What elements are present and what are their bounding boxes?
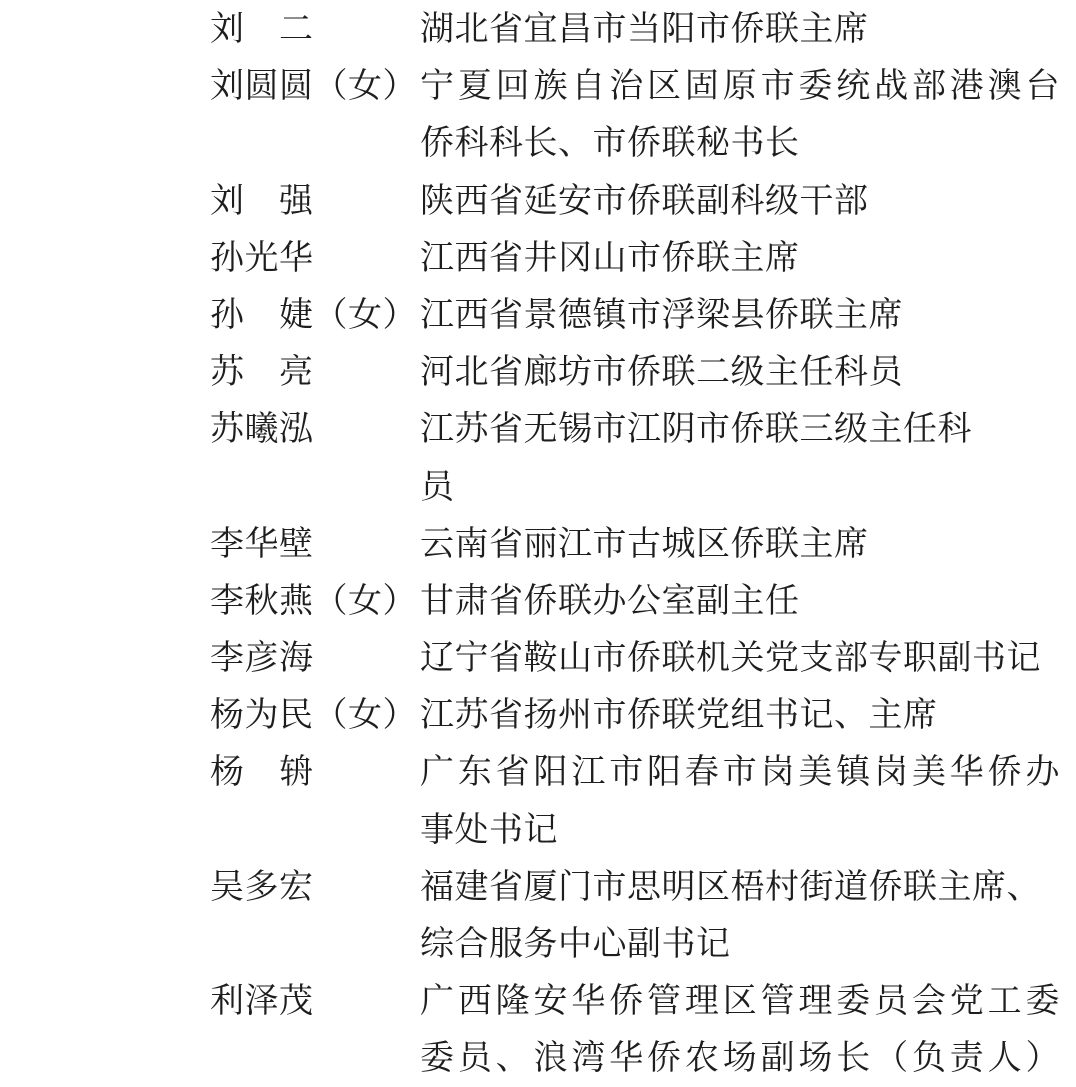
list-item [210,573,1060,630]
person-name: 苏 亮 [210,354,314,392]
person-title-line: 江苏省无锡市江阴市侨联三级主任科 [420,411,972,449]
person-title-line: 河北省廊坊市侨联二级主任科员 [420,354,903,392]
person-title-cell [420,744,1060,858]
person-title-line: 云南省丽江市古城区侨联主席 [420,525,869,563]
person-title-cell [420,516,1060,573]
person-name: 李彦海 [210,640,314,678]
person-title-line: 江西省景德镇市浮梁县侨联主席 [420,296,903,334]
person-name-cell [210,173,420,230]
person-title-line: 甘肃省侨联办公室副主任 [420,582,800,620]
list-item [210,859,1060,973]
list-item [210,287,1060,344]
person-name-cell [210,973,420,1030]
person-title-line: 广西隆安华侨管理区管理委员会党工委 [420,983,1060,1021]
person-title-line: 湖北省宜昌市当阳市侨联主席 [420,11,869,48]
person-name-cell [210,1,420,58]
person-title-line: 江西省井冈山市侨联主席 [420,239,800,277]
person-title-line: 福建省厦门市思明区梧村街道侨联主席、 [420,868,1041,906]
person-title-line: 侨科科长、市侨联秘书长 [420,125,800,163]
person-title-cell [420,401,1060,515]
person-title-cell [420,859,1060,973]
person-title-line: 陕西省延安市侨联副科级干部 [420,182,869,220]
list-item [210,1,1060,58]
list-item [210,344,1060,401]
list-item [210,401,1060,515]
person-name-cell [210,344,420,401]
list-item [210,173,1060,230]
person-title-line: 事处书记 [420,811,558,849]
person-name-cell [210,687,420,744]
person-title-cell [420,630,1060,687]
person-title-cell [420,344,1060,401]
person-name-cell [210,859,420,916]
person-name-cell [210,287,420,344]
roster-list [210,1,1060,1087]
person-name: 苏曦泓 [210,411,314,449]
person-name: 刘圆圆（女） [210,68,417,106]
person-name: 杨为民（女） [210,697,417,735]
person-name-cell [210,573,420,630]
person-title-cell [420,287,1060,344]
person-title-cell [420,687,1060,744]
list-item [210,516,1060,573]
person-title-cell [420,973,1060,1087]
list-item [210,630,1060,687]
person-title-cell [420,230,1060,287]
person-title-cell [420,173,1060,230]
person-name: 孙光华 [210,239,314,277]
list-item [210,58,1060,172]
person-name-cell [210,744,420,801]
person-name-cell [210,516,420,573]
person-name: 刘 二 [210,11,314,48]
person-title-line: 江苏省扬州市侨联党组书记、主席 [420,697,938,735]
person-name-cell [210,401,420,458]
person-title-line: 委员、浪湾华侨农场副场长（负责人） [420,1040,1060,1078]
person-name: 吴多宏 [210,868,314,906]
list-item [210,230,1060,287]
person-name-cell [210,230,420,287]
list-item [210,687,1060,744]
person-name-cell [210,630,420,687]
person-name: 孙 婕（女） [210,296,417,334]
person-name-cell [210,58,420,115]
person-name: 李华壁 [210,525,314,563]
person-title-line: 综合服务中心副书记 [420,926,731,963]
list-item [210,973,1060,1087]
person-title-line: 广东省阳江市阳春市岗美镇岗美华侨办 [420,754,1060,792]
person-name: 杨 辀 [210,754,314,792]
person-name: 利泽茂 [210,983,314,1021]
person-name: 李秋燕（女） [210,582,417,620]
person-title-cell [420,1,1060,58]
person-title-line: 员 [420,468,455,506]
person-title-cell [420,58,1060,172]
person-title-line: 宁夏回族自治区固原市委统战部港澳台 [420,68,1060,106]
person-name: 刘 强 [210,182,314,220]
list-item [210,744,1060,858]
person-title-cell [420,573,1060,630]
person-title-line: 辽宁省鞍山市侨联机关党支部专职副书记 [420,640,1041,678]
